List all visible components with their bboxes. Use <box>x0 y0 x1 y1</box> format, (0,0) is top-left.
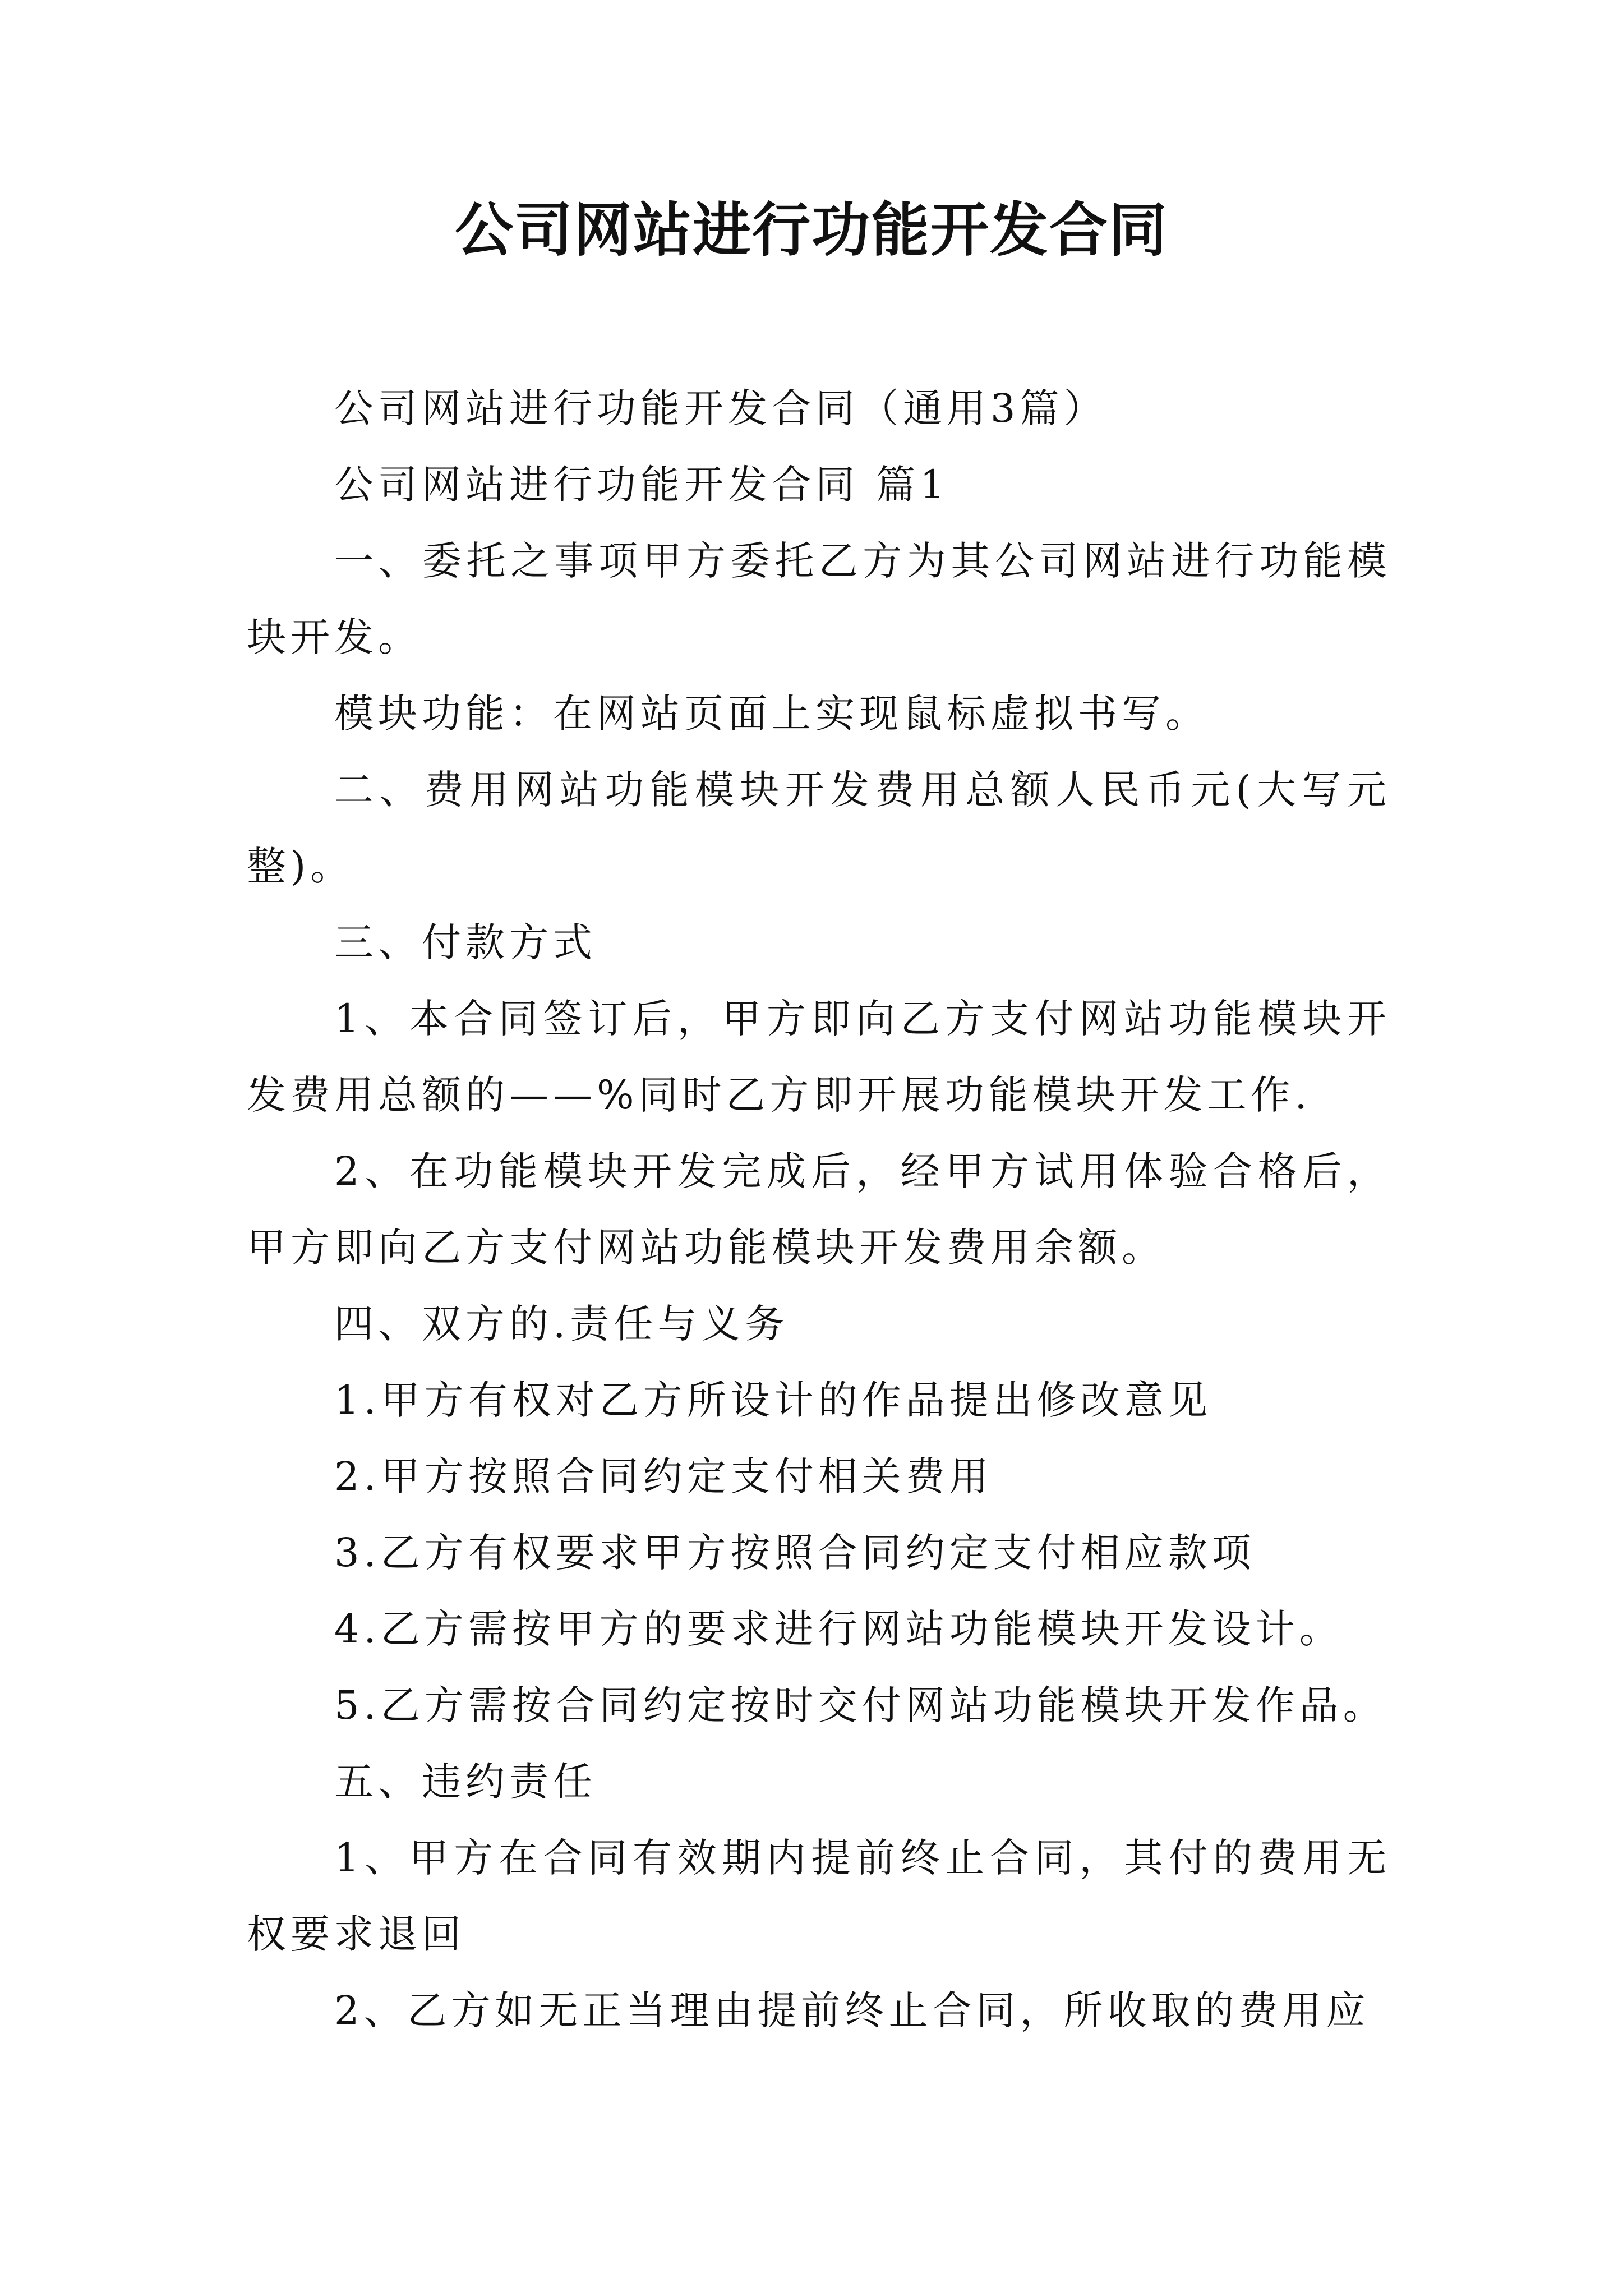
paragraph: 1.甲方有权对乙方所设计的作品提出修改意见 <box>334 1377 1212 1423</box>
paragraph: 1、本合同签订后，甲方即向乙方支付网站功能模块开发费用总额的——%同时乙方即开展功能模块开发工作. <box>247 996 1391 1118</box>
paragraph: 模块功能：在网站页面上实现鼠标虚拟书写。 <box>334 691 1209 737</box>
paragraph: 5.乙方需按合同约定按时交付网站功能模块开发作品。 <box>334 1682 1387 1728</box>
paragraph: 公司网站进行功能开发合同 篇1 <box>334 462 949 508</box>
paragraph: 4.乙方需按甲方的要求进行网站功能模块开发设计。 <box>334 1606 1343 1652</box>
document-body <box>247 370 1391 2049</box>
paragraph: 三、付款方式 <box>334 919 597 965</box>
paragraph: 2、在功能模块开发完成后，经甲方试用体验合格后，甲方即向乙方支付网站功能模块开发费用余额。 <box>247 1148 1391 1271</box>
paragraph: 2.甲方按照合同约定支付相关费用 <box>334 1453 993 1499</box>
paragraph: 2、乙方如无正当理由提前终止合同，所收取的费用应 <box>334 1987 1370 2033</box>
paragraph: 二、费用网站功能模块开发费用总额人民币元(大写元整)。 <box>247 767 1391 889</box>
paragraph: 五、违约责任 <box>334 1759 597 1805</box>
paragraph: 1、甲方在合同有效期内提前终止合同，其付的费用无权要求退回 <box>247 1835 1391 1957</box>
document-title: 公司网站进行功能开发合同 <box>454 196 1168 264</box>
paragraph: 一、委托之事项甲方委托乙方为其公司网站进行功能模块开发。 <box>247 538 1391 660</box>
paragraph: 3.乙方有权要求甲方按照合同约定支付相应款项 <box>334 1530 1256 1576</box>
paragraph: 四、双方的.责任与义务 <box>334 1301 789 1347</box>
paragraph: 公司网站进行功能开发合同（通用3篇） <box>334 385 1108 431</box>
